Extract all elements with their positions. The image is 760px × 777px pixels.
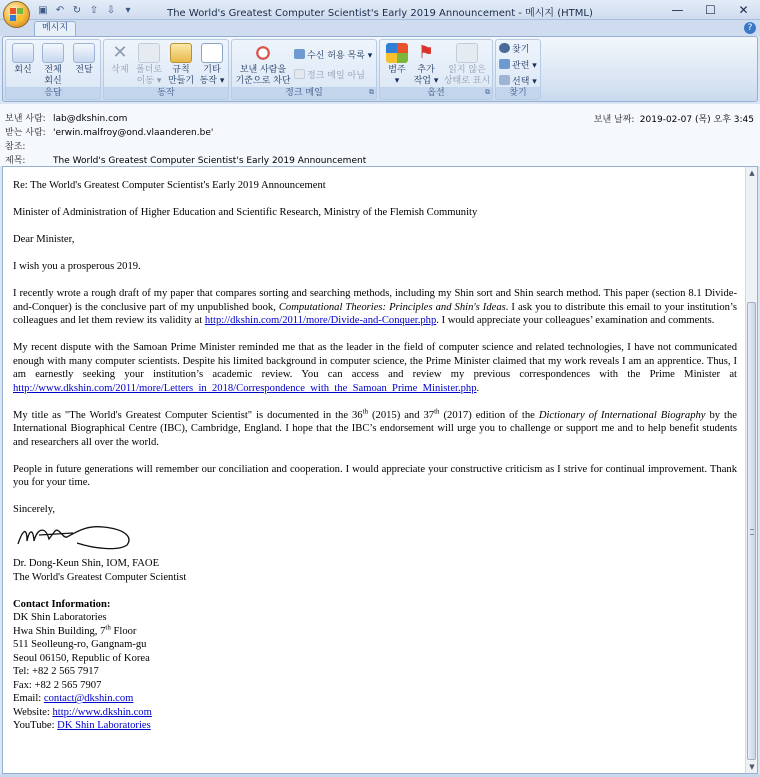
forward-label: 전달 [75,65,93,75]
to-row [5,125,213,138]
move-to-folder-button[interactable] [134,43,164,87]
rules-label-1: 규칙 [172,65,190,75]
tab-message[interactable]: 메시지 [34,21,76,36]
reply-all-button[interactable] [38,43,68,87]
p3-text-c: (2017) edition of the [439,409,539,421]
website-link[interactable]: http://www.dkshin.com [52,706,152,718]
title-bar [0,0,760,20]
help-icon[interactable]: ? [744,22,756,34]
group-label-respond: 응답 [6,87,100,99]
contact-city: Seoul 06150, Republic of Korea [13,652,150,664]
related-icon [499,59,510,69]
up-arrow-icon[interactable]: ⇧ [89,4,99,16]
youtube-link[interactable]: DK Shin Laboratories [57,720,151,731]
block-label-1: 보낸 사람을 [239,65,287,75]
subject-row [5,153,366,166]
safe-list-icon [294,49,305,59]
reply-all-label-1: 전체 [44,65,62,75]
from-row [5,111,127,124]
related-label: 관련 ▾ [512,61,537,71]
p3-sup-1: th [362,406,369,415]
p2-text-b: . [476,382,480,394]
categorize-label-1: 범주 [388,65,406,75]
group-label-find: 찾기 [496,87,540,99]
sent-label: 보낸 날짜: [593,115,635,125]
p3-text-d: by the International Biographical Centre (IBC), Cambridge, England. I hope that the IBC’s endorsement will urge you to challenge or support me and to help benefit students and researchers all over the world. [13,409,737,448]
reply-label: 회신 [14,65,32,75]
save-icon[interactable]: ▣ [38,4,48,16]
redo-icon[interactable]: ↻ [72,4,82,16]
group-actions [103,39,229,100]
closing: Sincerely, [13,504,55,515]
contact-org: DK Shin Laboratories [13,612,107,623]
contact-email-row [13,692,737,706]
folder-move-icon [138,43,160,63]
block-label-2: 기준으로 차단 [235,76,291,86]
contact-email-label: Email: [13,693,44,704]
categorize-icon [386,43,408,63]
down-arrow-icon[interactable]: ⇩ [106,4,116,16]
window-title: The World's Greatest Computer Scientist's Early 2019 Announcement - 메시지 (HTML) [167,8,593,19]
contact-building-sup: th [105,622,111,631]
junk-launcher-icon[interactable]: ⧉ [369,88,374,96]
safe-list-label: 수신 허용 목록 ▾ [307,51,373,61]
recipient-org: Minister of Administration of Higher Education and Scientific Research, Ministry of the Flemish Community [13,207,478,218]
to-label: 받는 사람: [5,128,46,138]
contact-building [13,622,737,639]
followup-label-1: 추가 [417,65,435,75]
reply-all-label-2: 회신 [44,76,62,86]
block-sender-button[interactable] [235,43,291,87]
paragraph-2 [13,341,737,395]
cc-row [5,139,53,152]
p1-text-b: . I ask you to distribute this email to your institution’s colleagues and let them review its validity at [13,301,737,326]
p1-text-a: I recently wrote a rough draft of my paper that compares sorting and searching methods, including my Shin sort and Shin search method. This paper (section 8.1 Divide-and-Conquer) is the conclusive part of my unpublished book, [13,288,737,313]
not-junk-button[interactable] [294,69,365,82]
reply-button[interactable] [9,43,37,76]
paragraph-3 [13,406,737,450]
move-label-2: 이동 ▾ [136,76,162,86]
scroll-down-icon[interactable]: ▼ [749,763,755,771]
minimize-button[interactable]: — [671,3,684,17]
subject-label: 제목: [5,156,26,166]
p3-book-title: Dictionary of International Biography [538,409,706,421]
scrollbar-thumb[interactable] [747,302,756,760]
scrollbar-grip [750,529,754,535]
select-cursor-icon [499,75,510,85]
find-button[interactable] [499,43,529,56]
subject-value: The World's Greatest Computer Scientist's Early 2019 Announcement [53,156,367,166]
other-label-1: 기타 [203,65,221,75]
contact-heading-text: Contact Information: [13,598,111,610]
close-button[interactable]: ✕ [738,3,749,17]
signature-title: The World's Greatest Computer Scientist [13,571,187,583]
contact-building-b: Floor [110,625,137,637]
reply-icon [12,43,34,63]
mark-unread-button[interactable] [442,43,492,87]
group-label-options: 옵션 [380,87,492,99]
office-logo-icon [10,8,24,22]
flag-icon: ⚑ [417,42,435,63]
p3-text-b: (2015) and 37 [368,409,435,421]
forward-button[interactable] [69,43,99,76]
paragraph-1 [13,287,737,328]
other-actions-button[interactable] [197,43,227,87]
mark-unread-icon [456,43,478,63]
follow-up-button[interactable] [412,43,440,87]
paragraph-4: People in future generations will remember our conciliation and cooperation. I would appreciate your constructive criticism as I strive for continual improvement. Thank you for your time. [13,463,737,488]
other-actions-icon [201,43,223,63]
qat-customize-icon[interactable]: ▾ [125,4,131,16]
related-button[interactable] [499,59,537,72]
salutation: Dear Minister, [13,234,75,245]
p3-text-a: My title as "The World's Greatest Computer Scientist" is documented in the 36 [13,409,363,421]
contact-youtube-label: YouTube: [13,720,58,731]
greeting: I wish you a prosperous 2019. [13,261,141,272]
office-button[interactable] [3,1,30,28]
group-label-actions: 동작 [104,87,228,99]
not-junk-label: 정크 메일 아님 [307,71,365,81]
contact-fax: Fax: +82 2 565 7907 [13,679,102,691]
correspondence-link[interactable]: http://www.dkshin.com/2011/more/Letters_in_2018/Correspondence_with_the_Samoan_Prime_Minister.php [13,382,477,394]
mark-unread-label-2: 상태로 표시 [443,76,491,86]
ribbon-tab-row [0,20,760,36]
p2-text-a: My recent dispute with the Samoan Prime Minister reminded me that as the leader in the field of computer science and related technologies, I have not communicated enough with many computer scientists. Despite his limited background in computer science, the Prime Minister claimed that my work reveals I am an apprentice. Thus, I am earnestly seeking your institution’s academic review. You can access and review my previous correspondences with the Prime Minister at [13,342,737,380]
message-header [0,104,760,166]
move-label-1: 폴더로 [135,65,163,75]
p3-sup-2: th [434,406,440,415]
sent-value: 2019-02-07 (목) 오후 3:45 [639,115,754,125]
contact-heading [13,598,737,612]
delete-label: 삭제 [111,65,129,75]
rules-icon [170,43,192,63]
ribbon [2,36,758,102]
message-content [13,179,737,733]
forward-icon [73,43,95,63]
not-junk-icon [294,69,305,79]
block-sender-icon [252,43,274,63]
divide-and-conquer-link[interactable]: http://dkshin.com/2011/more/Divide-and-Conquer.php [204,315,437,326]
from-value[interactable]: lab@dkshin.com [53,114,128,124]
options-launcher-icon[interactable]: ⧉ [485,88,490,96]
re-line: Re: The World's Greatest Computer Scientist's Early 2019 Announcement [13,180,326,191]
group-options [379,39,493,100]
group-junk [231,39,377,100]
signature-image [15,519,135,553]
vertical-scrollbar[interactable] [745,167,757,773]
group-respond [5,39,101,100]
signature-name: Dr. Dong-Keun Shin, IOM, FAOE [13,558,160,569]
p1-text-c: . I would appreciate your colleagues’ examination and comments. [436,315,715,326]
delete-icon: ✕ [112,42,128,63]
followup-label-2: 작업 ▾ [413,76,439,86]
from-label: 보낸 사람: [5,114,46,124]
select-label: 선택 ▾ [512,77,537,87]
other-label-2: 동작 ▾ [199,76,225,86]
categorize-label-2: ▾ [394,76,400,86]
email-link[interactable]: contact@dkshin.com [43,693,134,704]
sent-date-row [594,112,754,125]
safe-list-button[interactable] [294,49,372,62]
find-label: 찾기 [512,45,530,55]
message-body[interactable] [2,166,758,774]
group-find [495,39,541,100]
mark-unread-label-1: 읽지 않은 [448,65,486,75]
cc-label: 참조: [5,142,26,152]
scroll-up-icon[interactable]: ▲ [749,169,755,177]
reply-all-icon [42,43,64,63]
binoculars-icon [499,43,510,53]
contact-tel: Tel: +82 2 565 7917 [13,666,99,677]
contact-building-a: Hwa Shin Building, 7 [13,625,106,637]
delete-button[interactable] [107,43,133,76]
contact-website-row [13,706,737,720]
rules-label-2: 만들기 [167,76,195,86]
undo-icon[interactable]: ↶ [55,4,65,16]
group-label-junk: 정크 메일 [232,87,376,99]
categorize-button[interactable] [383,43,411,87]
contact-youtube-row [13,719,737,733]
p1-book-title: Computational Theories: Principles and Shin's Ideas [278,301,506,313]
maximize-button[interactable]: ☐ [705,3,716,17]
to-value[interactable]: 'erwin.malfroy@ond.vlaanderen.be' [53,128,214,138]
contact-website-label: Website: [13,706,53,718]
contact-street: 511 Seolleung-ro, Gangnam-gu [13,639,147,650]
